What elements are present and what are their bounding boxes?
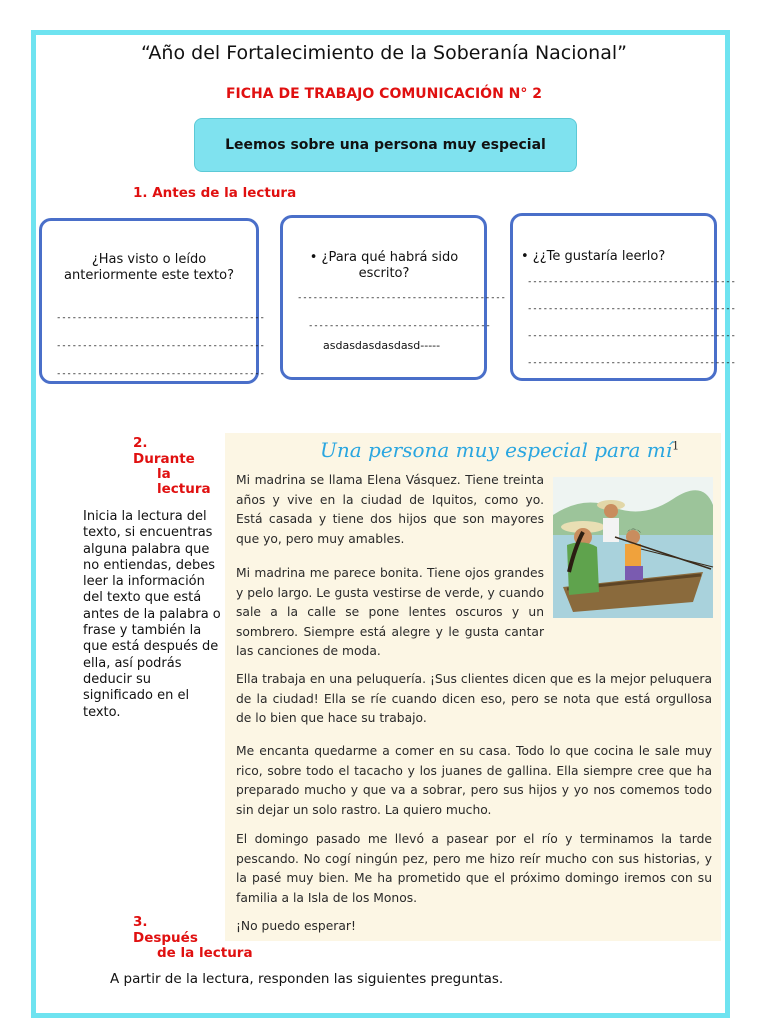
answer-line: ---------------------------------------- <box>527 304 736 314</box>
reading-paragraph-5: El domingo pasado me llevó a pasear por el río y terminamos la tarde pescando. No cogí ningún pez, pero me hizo reír mucho con sus historias, y la pasé muy bien. Me ha prometido que el próximo domingo iremos con su familia a la Isla de los Monos. <box>236 832 712 905</box>
reading-instructions: Inicia la lectura del texto, si encuentras alguna palabra que no entiendas, debes leer la información del texto que está antes de la palabra o frase y también la que está después de ella, así podrás deducir su significado en el texto. <box>83 509 221 720</box>
lesson-banner <box>194 118 577 172</box>
section-2-heading-line-1: Durante <box>133 451 195 467</box>
answer-line: ----------------------------------- <box>308 321 491 331</box>
section-3-heading-line-2: de la lectura <box>157 945 253 961</box>
reading-paragraph-6: ¡No puedo esperar! <box>236 919 356 933</box>
question-box-3 <box>510 213 736 381</box>
year-title: “Año del Fortalecimiento de la Soberanía Nacional” <box>141 42 627 64</box>
reading-paragraph-2: Mi madrina me parece bonita. Tiene ojos grandes y pelo largo. Le gusta vestirse de verde, y cuando sale a la calle se pone lentes oscuros y un sombrero. Siempre está alegre y le gusta cantar las canciones de moda. <box>236 566 544 658</box>
answer-line: ---------------------------------------- <box>527 358 736 368</box>
question-3-text: • ¿¿Te gustaría leerlo? <box>521 249 666 264</box>
section-3-number: 3. <box>133 914 148 930</box>
section-2-heading-line-2: la <box>157 466 171 482</box>
reading-title-text: Una persona muy especial para mí <box>320 438 673 462</box>
answer-line: ---------------------------------------- <box>297 293 506 303</box>
reading-paragraph-1: Mi madrina se llama Elena Vásquez. Tiene treinta años y vive en la ciudad de Iquitos, como yo. Está casada y tiene dos hijos que son mayores que yo, pero muy amables. <box>236 473 544 546</box>
reading-paragraph-4: Me encanta quedarme a comer en su casa. Todo lo que cocina le sale muy rico, sobre todo el tacacho y los juanes de gallina. Ella siempre cree que ha preparado mucho y que va a sobrar, pero sus hijos y yo nos comemos todo sin dejar un solo rastro. La quiero mucho. <box>236 744 712 817</box>
written-answer: asdasdasdasdasd----- <box>323 339 441 352</box>
answer-line: ---------------------------------------- <box>56 369 265 379</box>
footnote-marker: 1 <box>672 439 680 453</box>
lesson-banner-label: Leemos sobre una persona muy especial <box>225 137 546 153</box>
question-2-text: • ¿Para qué habrá sido escrito? <box>309 250 459 281</box>
question-box-1 <box>39 218 265 384</box>
answer-line: ---------------------------------------- <box>527 331 736 341</box>
after-reading-prompt: A partir de la lectura, responden las siguientes preguntas. <box>110 971 504 987</box>
question-1-text: ¿Has visto o leído anteriormente este texto? <box>64 252 234 283</box>
answer-line: ---------------------------------------- <box>56 313 265 323</box>
reading-paragraph-3: Ella trabaja en una peluquería. ¡Sus clientes dicen que es la mejor peluquera de la ciudad! Ella se ríe cuando dicen eso, pero se nota que está orgullosa de lo bien que hace su trabajo. <box>236 672 712 725</box>
section-3-heading-line-1: Después <box>133 930 198 946</box>
worksheet-title: FICHA DE TRABAJO COMUNICACIÓN N° 2 <box>225 86 542 102</box>
section-1-heading: 1. Antes de la lectura <box>133 185 297 201</box>
reading-title <box>320 438 679 462</box>
section-2-number: 2. <box>133 435 148 451</box>
section-2-heading-line-3: lectura <box>157 481 211 497</box>
fishing-illustration <box>553 477 713 618</box>
answer-line: ---------------------------------------- <box>56 341 265 351</box>
answer-line: ---------------------------------------- <box>527 277 736 287</box>
